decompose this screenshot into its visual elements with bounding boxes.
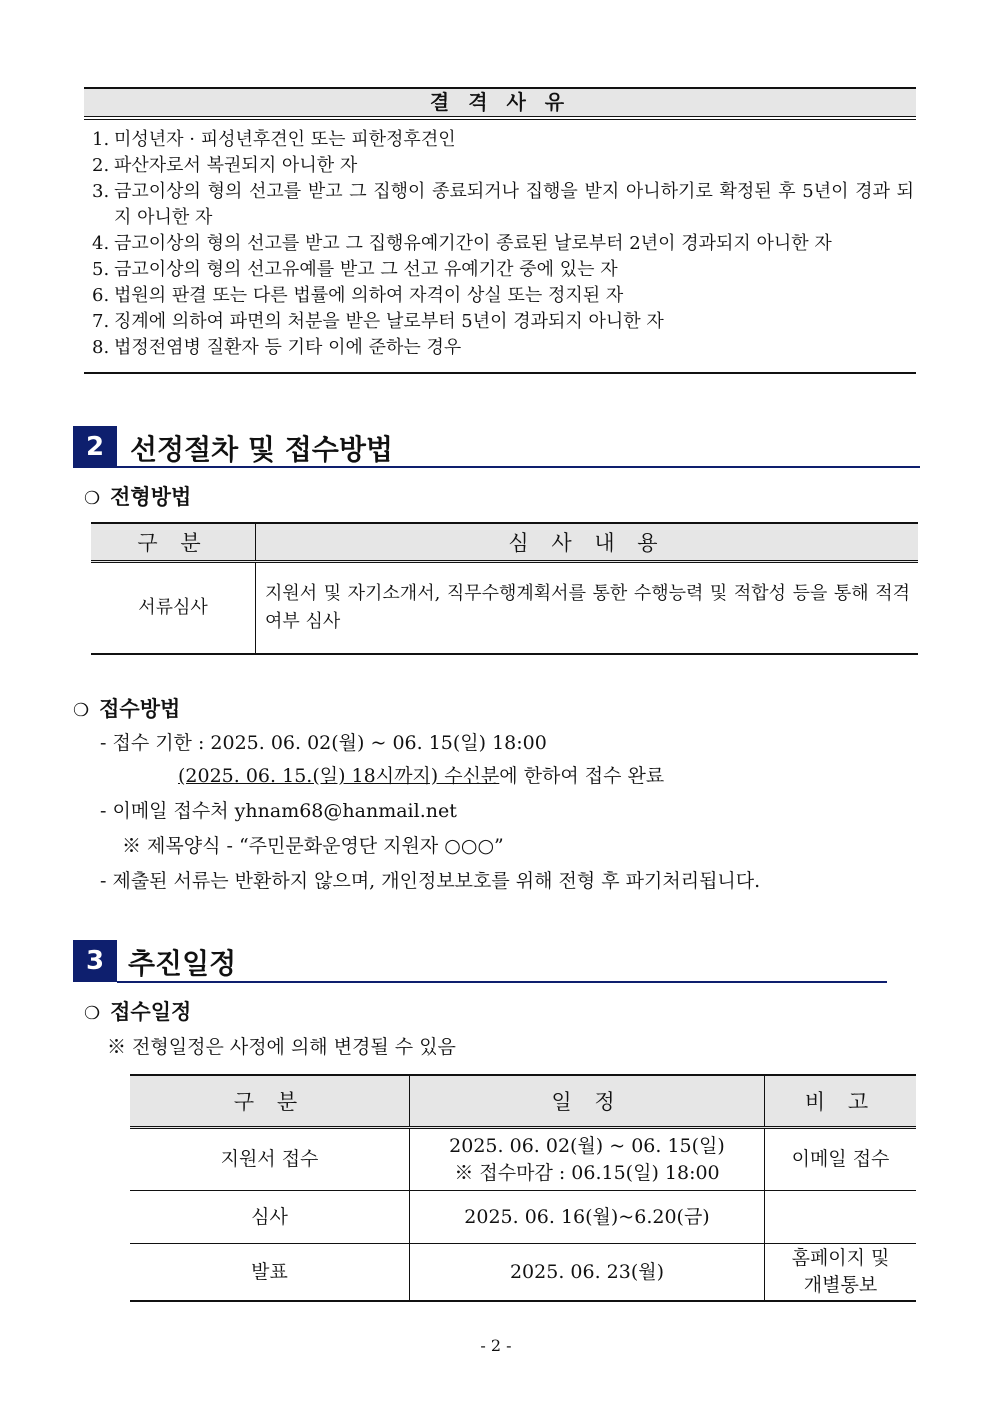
subheading-schedule: ❍ 접수일정 bbox=[84, 1000, 192, 1024]
column-header: 일 정 bbox=[410, 1075, 765, 1128]
subheading-screening: ❍ 전형방법 bbox=[84, 485, 192, 509]
schedule-note: ※ 전형일정은 사정에 의해 변경될 수 있음 bbox=[107, 1036, 456, 1058]
table-cell: 지원서 접수 bbox=[130, 1128, 410, 1191]
table-cell bbox=[765, 1191, 917, 1244]
table-cell: 2025. 06. 23(월) bbox=[410, 1244, 765, 1302]
table-header-row bbox=[91, 523, 918, 562]
circle-bullet-icon: ❍ bbox=[84, 1003, 101, 1024]
subheading-application: ❍ 접수방법 bbox=[73, 697, 181, 721]
list-item: 2. 파산자로서 복권되지 아니한 자 bbox=[92, 155, 358, 176]
page-number: - 2 - bbox=[480, 1336, 512, 1355]
table-cell: 홈페이지 및 개별통보 bbox=[765, 1244, 917, 1302]
table-row bbox=[130, 1244, 916, 1302]
table-cell: 심사 bbox=[130, 1191, 410, 1244]
table-row bbox=[130, 1128, 916, 1191]
disqualification-list bbox=[92, 127, 914, 361]
section-underline bbox=[117, 981, 887, 983]
deadline-note: (2025. 06. 15.(일) 18시까지) 수신분에 한하여 접수 완료 bbox=[178, 765, 665, 787]
table-cell: 지원서 및 자기소개서, 직무수행계획서를 통한 수행능력 및 적합성 등을 통해 적격여부 심사 bbox=[256, 562, 919, 655]
column-header: 구 분 bbox=[91, 523, 256, 562]
privacy-text: - 제출된 서류는 반환하지 않으며, 개인정보보호를 위해 전형 후 파기처리됩니다. bbox=[100, 870, 761, 892]
list-item: 3. 금고이상의 형의 선고를 받고 그 집행이 종료되거나 집행을 받지 아니하기로 확정된 후 5년이 경과 되지 아니한 자 bbox=[92, 181, 914, 228]
circle-bullet-icon: ❍ bbox=[84, 488, 101, 509]
screening-table bbox=[91, 522, 918, 655]
circle-bullet-icon: ❍ bbox=[73, 700, 90, 721]
divider bbox=[84, 372, 916, 374]
column-header: 심 사 내 용 bbox=[256, 523, 919, 562]
list-item: 4. 금고이상의 형의 선고를 받고 그 집행유예기간이 종료된 날로부터 2년이 경과되지 아니한 자 bbox=[92, 233, 832, 254]
section-underline bbox=[117, 466, 920, 468]
schedule-table bbox=[130, 1074, 916, 1302]
section-title: 추진일정 bbox=[128, 947, 237, 980]
column-header: 구 분 bbox=[130, 1075, 410, 1128]
list-item: 5. 금고이상의 형의 선고유예를 받고 그 선고 유예기간 중에 있는 자 bbox=[92, 259, 618, 280]
table-cell: 서류심사 bbox=[91, 562, 256, 655]
column-header: 비 고 bbox=[765, 1075, 917, 1128]
table-header-row bbox=[130, 1075, 916, 1128]
list-item: 7. 징계에 의하여 파면의 처분을 받은 날로부터 5년이 경과되지 아니한 자 bbox=[92, 311, 664, 332]
section-number: 2 bbox=[73, 426, 117, 468]
table-cell: 2025. 06. 16(월)~6.20(금) bbox=[410, 1191, 765, 1244]
table-row bbox=[91, 562, 918, 655]
list-item: 1. 미성년자 · 피성년후견인 또는 피한정후견인 bbox=[92, 129, 456, 150]
list-item: 8. 법정전염병 질환자 등 기타 이에 준하는 경우 bbox=[92, 337, 462, 358]
table-row bbox=[130, 1191, 916, 1244]
deadline-text: - 접수 기한 : 2025. 06. 02(월) ~ 06. 15(일) 18:00 bbox=[100, 732, 547, 754]
list-item: 6. 법원의 판결 또는 다른 법률에 의하여 자격이 상실 또는 정지된 자 bbox=[92, 285, 624, 306]
section-title: 선정절차 및 접수방법 bbox=[130, 433, 393, 466]
subject-format-text: ※ 제목양식 - “주민문화운영단 지원자 ○○○” bbox=[122, 835, 504, 857]
email-text: - 이메일 접수처 yhnam68@hanmail.net bbox=[100, 800, 457, 822]
section-number: 3 bbox=[73, 940, 117, 982]
table-cell: 2025. 06. 02(월) ~ 06. 15(일) ※ 접수마감 : 06.15(일) 18:00 bbox=[410, 1128, 765, 1191]
table-cell: 발표 bbox=[130, 1244, 410, 1302]
disqualification-title: 결 격 사 유 bbox=[84, 87, 916, 117]
table-cell: 이메일 접수 bbox=[765, 1128, 917, 1191]
